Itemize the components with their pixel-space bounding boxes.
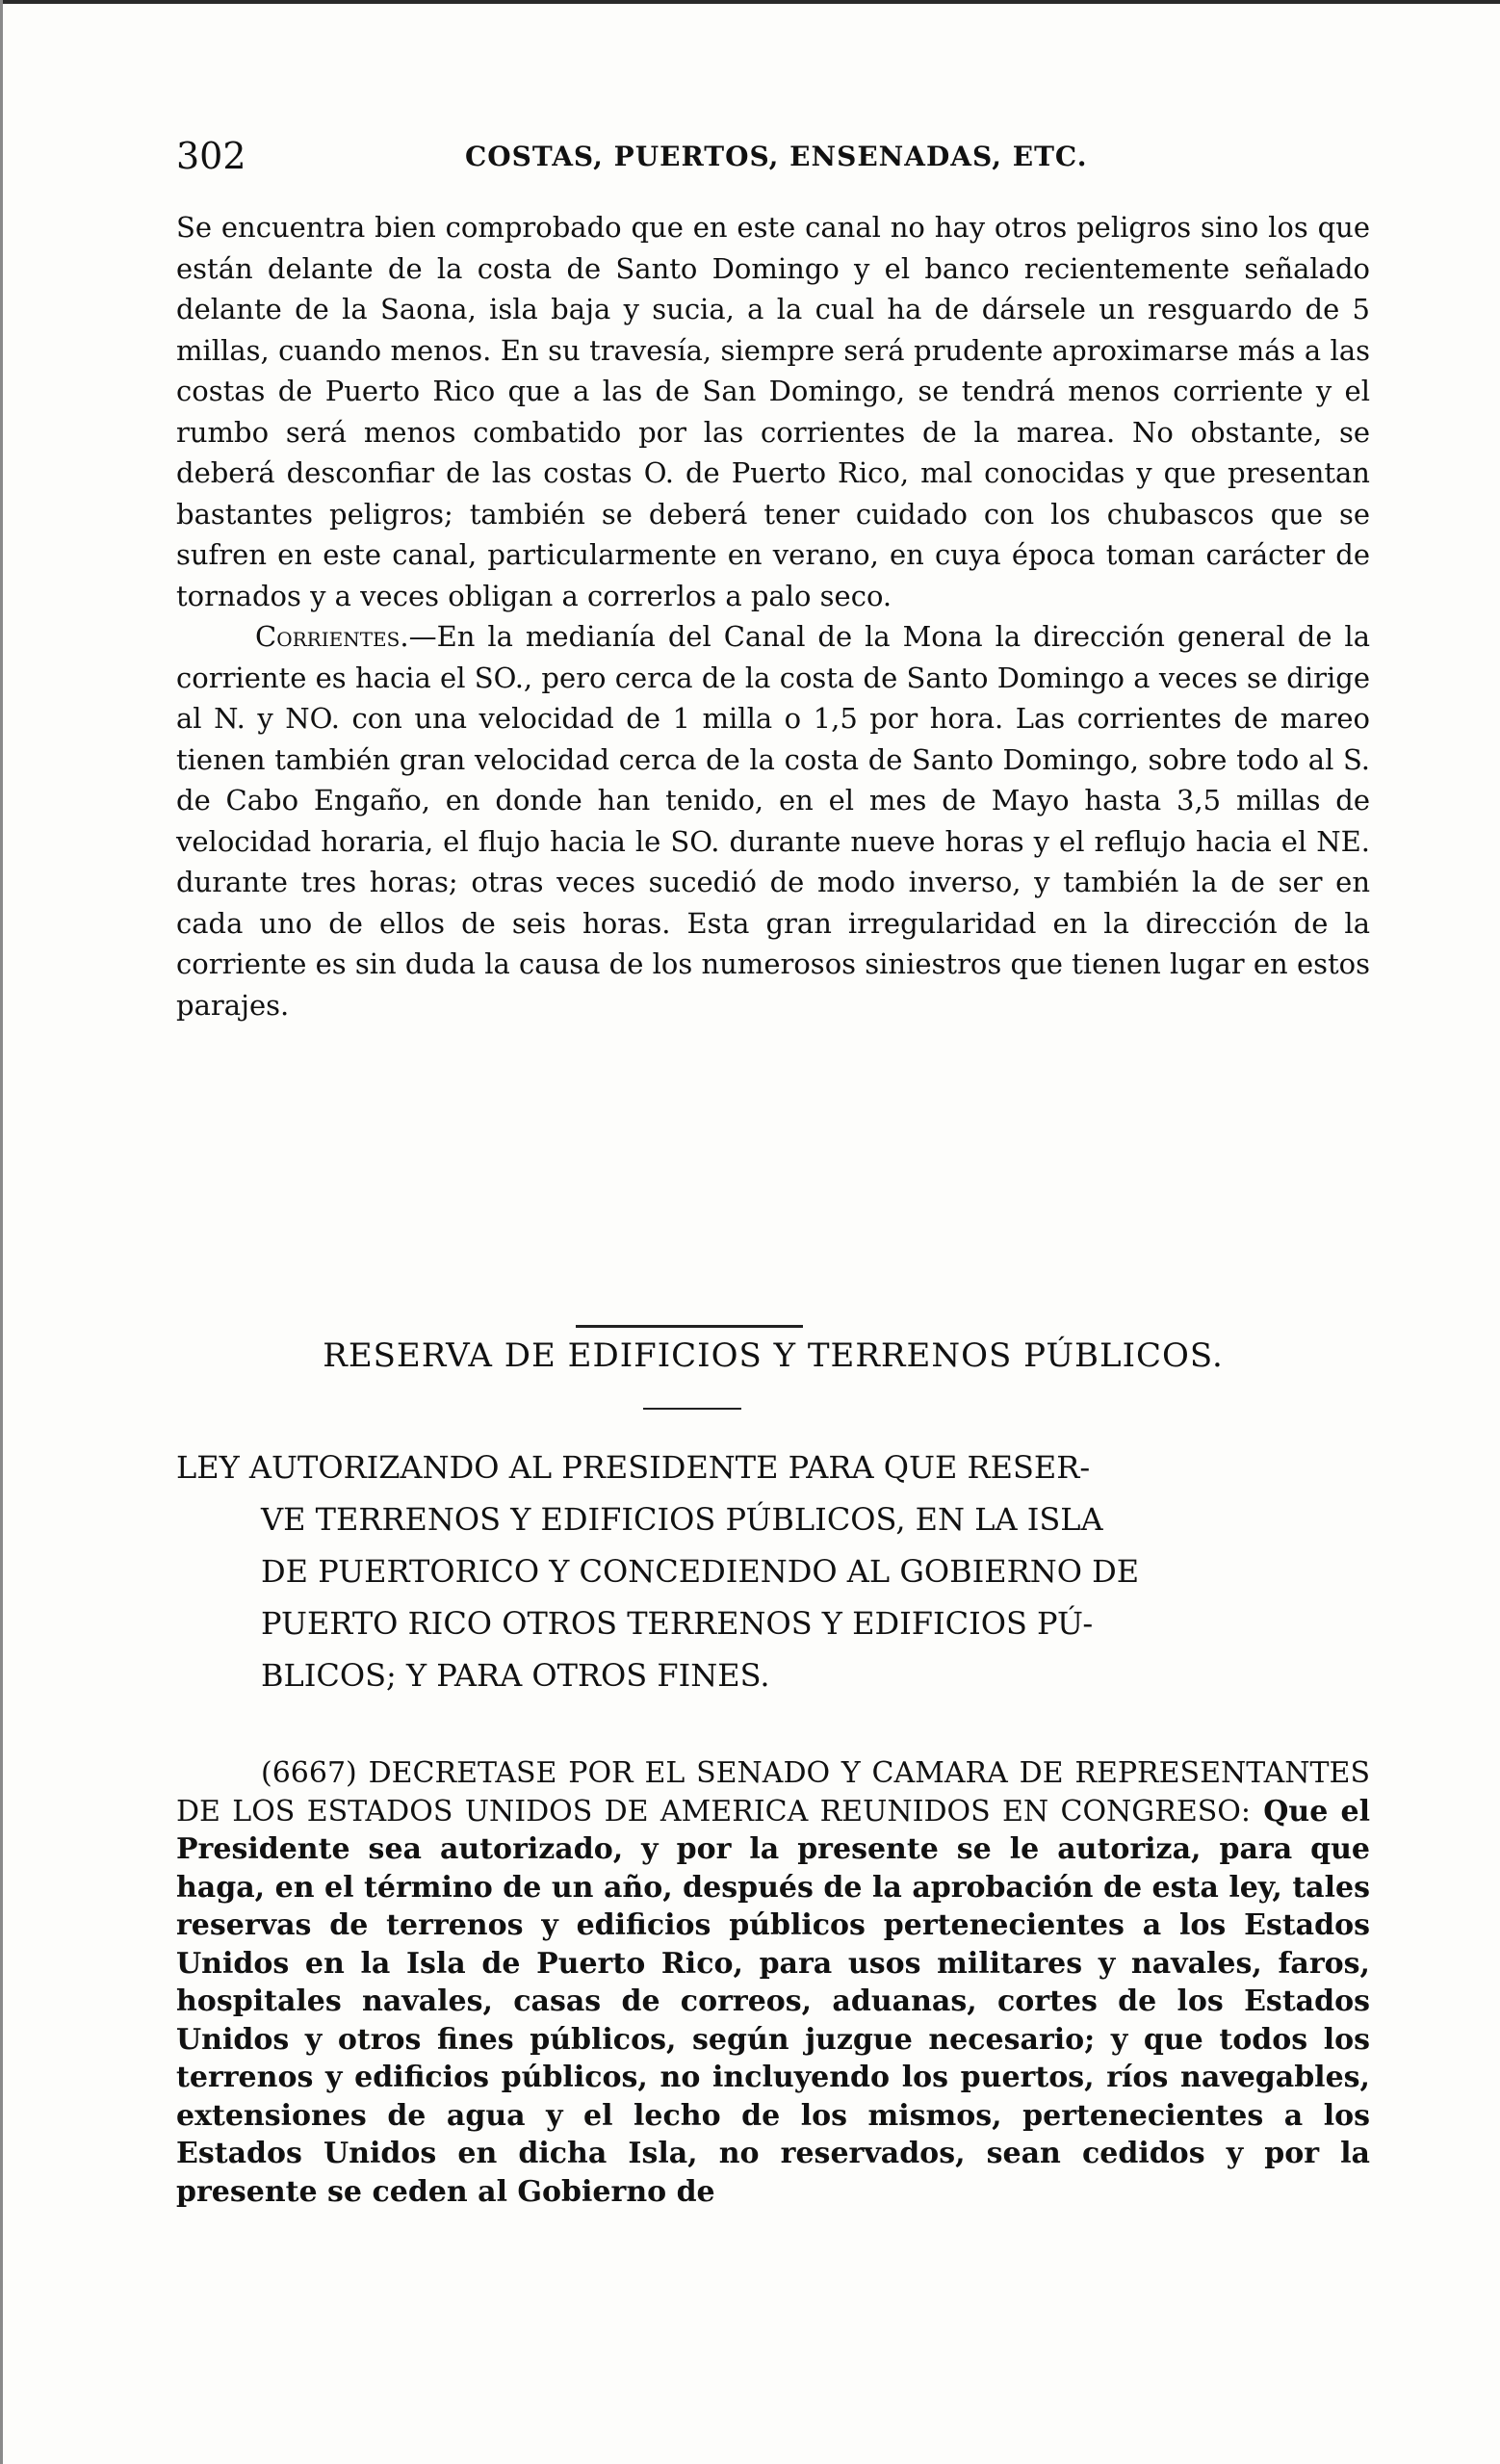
decree-lead: (6667) DECRETASE POR EL SENADO Y CAMARA DE REPRESENTANTES DE LOS ESTADOS UNIDOS DE AMERICA REUNIDOS EN CONGRESO: (176, 1756, 1370, 1829)
law-title-line-5: BLICOS; Y PARA OTROS FINES. (261, 1657, 770, 1694)
top-border (0, 0, 1500, 4)
running-title: COSTAS, PUERTOS, ENSENADAS, ETC. (465, 141, 1088, 172)
page-number: 302 (176, 135, 246, 177)
decree-body: Que el Presidente sea autorizado, y por la presente se le autoriza, para que haga, en el término de un año, después de la aprobación de esta ley, tales reservas de terrenos y edificios públicos pertenecientes a los Estados Unidos en la Isla de Puerto Rico, para usos militares y navales, faros, hospitales navales, casas de correos, aduanas, cortes de los Estados Unidos y otros fines públicos, según juzgue necesario; y que todos los terrenos y edificios públicos, no incluyendo los puertos, ríos navegables, extensiones de agua y el lecho de los mismos, pertenecientes a los Estados Unidos en dicha Isla, no reservados, sean cedidos y por la presente se ceden al Gobierno de (176, 1794, 1371, 2209)
corrientes-text: —En la medianía del Canal de la Mona la dirección general de la corriente es hacia el SO., pero cerca de la costa de Santo Domingo a veces se dirige al N. y NO. con una velocidad de 1 milla o 1,5 por hora. Las corrientes de mareo tienen también gran velocidad cerca de la costa de Santo Domingo, sobre todo al S. de Cabo Engaño, en donde han tenido, en el mes de Mayo hasta 3,5 millas de velocidad horaria, el flujo hacia le SO. durante nueve horas y el reflujo hacia el NE. durante tres horas; otras veces sucedió de modo inverso, y también la de ser en cada uno de ellos de seis horas. Esta gran irregularidad en la dirección de la corriente es sin duda la causa de los numerosos siniestros que tienen lugar en estos parajes. (176, 620, 1370, 1022)
corrientes-lead: Corrientes. (255, 620, 409, 653)
law-title-line-2: VE TERRENOS Y EDIFICIOS PÚBLICOS, EN LA ISLA (261, 1501, 1103, 1538)
law-title-line-4: PUERTO RICO OTROS TERRENOS Y EDIFICIOS PÚ- (261, 1605, 1094, 1642)
decree-paragraph (176, 1754, 1370, 2211)
section-title: RESERVA DE EDIFICIOS Y TERRENOS PÚBLICOS. (323, 1336, 1224, 1375)
law-title-line-3: DE PUERTORICO Y CONCEDIENDO AL GOBIERNO DE (261, 1553, 1140, 1590)
body-text (176, 207, 1370, 1025)
title-underline (643, 1408, 741, 1410)
page-header (176, 135, 1370, 183)
section-divider (576, 1325, 803, 1328)
law-title (176, 1441, 1370, 1701)
law-title-line-1: LEY AUTORIZANDO AL PRESIDENTE PARA QUE RESER- (176, 1449, 1091, 1486)
decree-text (176, 1754, 1370, 2211)
paragraph-canal: Se encuentra bien comprobado que en este canal no hay otros peligros sino los que están delante de la costa de Santo Domingo y el banco recientemente señalado delante de la Saona, isla baja y sucia, a la cual ha de dársele un resguardo de 5 millas, cuando menos. En su travesía, siempre será prudente aproximarse más a las costas de Puerto Rico que a las de San Domingo, se tendrá menos corriente y el rumbo será menos combatido por las corrientes de la marea. No obstante, se deberá desconfiar de las costas O. de Puerto Rico, mal conocidas y que presentan bastantes peligros; también se deberá tener cuidado con los chubascos que se sufren en este canal, particularmente en verano, en cuya época toman carácter de tornados y a veces obligan a correrlos a palo seco. (176, 211, 1370, 612)
left-border (0, 0, 3, 2464)
paragraph-corrientes (176, 616, 1370, 1025)
